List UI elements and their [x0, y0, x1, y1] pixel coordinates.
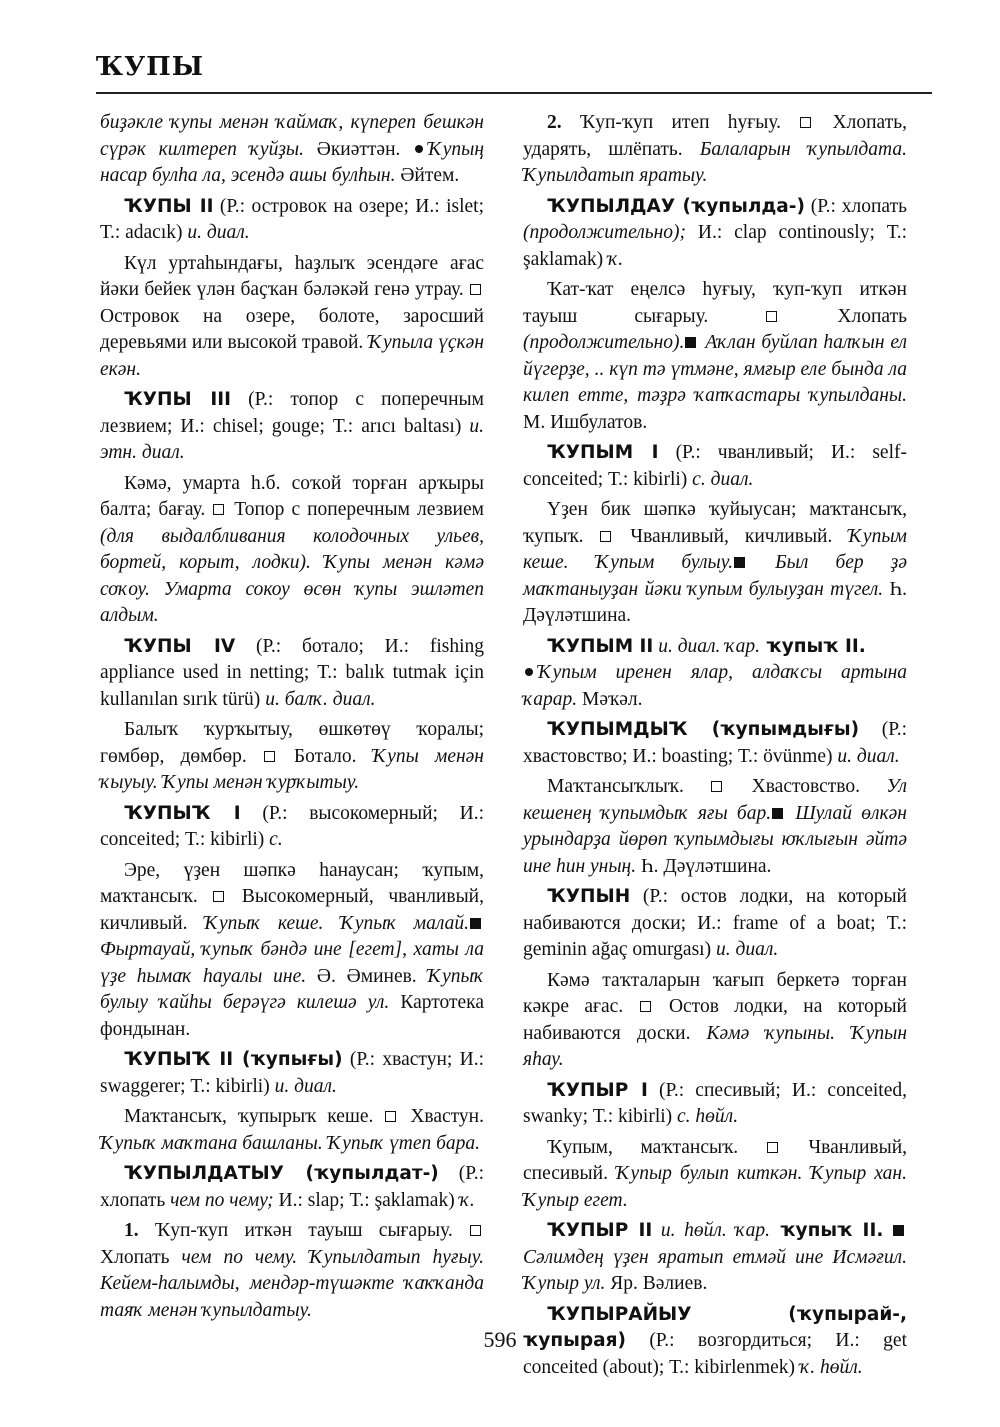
translation-box-icon — [264, 751, 275, 762]
definition: Кәмә, умарта һ.б. соҡой торған арҡыры балта; бағау. Топор с поперечным лезвием (для выдалбливания колодочных ульев, бортей, корыт, лодки). Ҡупы менән кәмә соҡоу. Умарта сокоу өсөн ҡупы эшләтеп алдым. — [100, 472, 484, 626]
entry-kupyldatyu: ҠУПЫЛДАТЫУ (ҡупылдат-) (Р.: хлопать чем по чему; И.: slap; Т.: şaklamak) ҡ. — [100, 1163, 484, 1211]
headword: ҠУПЫР I — [547, 1079, 648, 1101]
definition: Үҙен бик шәпкә ҡуйыусан; маҡтансыҡ, ҡупыҡ. Чванливый, кичливый. Ҡупым кеше. Ҡупым булыу. Был бер ҙә маҡтаныуҙан йәки ҡупым булыуҙан түгел. Һ. Дәүләтшина. — [523, 499, 908, 626]
entry-kupy-2: ҠУПЫ II (Р.: островок на озере; И.: islet; Т.: adacık) и. диал. — [100, 195, 485, 243]
headword: ҠУПЫ IV — [124, 635, 236, 657]
citation-square-icon — [893, 1225, 904, 1236]
proverb-bullet-icon — [415, 145, 423, 153]
entry-kupyk-2: ҠУПЫҠ II (ҡупығы) (Р.: хвастун; И.: swaggerer; Т.: kibirli) и. диал. — [100, 1049, 485, 1097]
entry-kupym-1: ҠУПЫМ I (Р.: чванливый; И.: self-conceited; Т.: kibirli) с. диал. — [523, 442, 907, 490]
headword: ҠУПЫ III — [124, 389, 231, 410]
entry-continuation: биҙәкле ҡупы менән ҡаймаҡ, күпереп бешкән сүрәк килтереп ҡуйҙы. Әкиәттән. Ҡупың насар булһа ла, эсендә ашы булһын. Әйтем. — [100, 112, 485, 186]
headword: ҠУПЫМДЫҠ — [547, 719, 688, 740]
entry-kupymdyk: ҠУПЫМДЫҠ (ҡупымдығы) (Р.: хвастовство; И.: boasting; Т.: övünme) и. диал. — [523, 719, 907, 767]
definition: Маҡтансыҡлыҡ. Хвастовство. Ул кешенең ҡупымдыҡ яғы бар. Шулай өлкән урындарҙа йөрөп ҡупымдығы юҡлығын әйтә ине һин уның. Һ. Дәүләтшина. — [523, 776, 907, 877]
citation-square-icon — [734, 557, 745, 568]
page-number: 596 — [483, 1327, 517, 1352]
entry-kupy-4: ҠУПЫ IV (Р.: ботало; И.: fishing appliance used in netting; Т.: balık tutmak için kullanılan sırık türü) и. балҡ. диал. — [100, 635, 484, 710]
entry-kupyr-1: ҠУПЫР I (Р.: спесивый; И.: conceited, swanky; Т.: kibirli) с. һөйл. — [523, 1079, 908, 1127]
headword: ҠУПЫН — [547, 886, 631, 907]
definition: Маҡтансыҡ, ҡупырыҡ кеше. Хвастун. Ҡупыҡ маҡтана башланы. Ҡупыҡ үтеп бара. — [100, 1106, 484, 1154]
translation-box-icon — [470, 1225, 481, 1236]
header-rule — [96, 92, 932, 94]
translation-box-icon — [213, 891, 224, 902]
headword: ҠУПЫМ II — [547, 635, 654, 657]
definition: Эре, үҙен шәпкә һанаусан; ҡупым, маҡтансыҡ. Высокомерный, чванливый, кичливый. Ҡупыҡ кеше. Ҡупыҡ малай. Фыртауай, ҡупыҡ бәндә ине [егет], хаты ла үҙе һымаҡ һауалы ине. Ә. Әминев. Ҡупыҡ булыу ҡайһы берәүгә килешә ул. Картотека фондынан. — [100, 859, 484, 1040]
translation-box-icon — [766, 311, 777, 322]
definition: Балыҡ ҡурҡытыу, өшкөтөү ҡоралы; гөмбөр, дөмбөр. Ботало. Ҡупы менән ҡыуыу. Ҡупы менән ҡурҡытыу. — [100, 719, 484, 793]
citation-square-icon — [685, 337, 696, 348]
definition: 2. Ҡуп-ҡуп итеп һуғыу. Хлопать, ударять, шлёпать. Балаларын ҡупылдата. Ҡупылдатып яратыу. — [523, 112, 907, 186]
headword: ҠУПЫР II — [547, 1220, 653, 1241]
entry-kupy-3: ҠУПЫ III (Р.: топор с поперечным лезвием; И.: chisel; gouge; Т.: arıcı baltası) и. этн. диал. — [100, 389, 484, 463]
headword: ҠУПЫМ I — [547, 442, 659, 463]
definition: Ҡупым, маҡтансыҡ. Чванливый, спесивый. Ҡупыр булып киткән. Ҡупыр хан. Ҡупыр егет. — [523, 1136, 907, 1211]
headword: ҠУПЫҠ I — [124, 802, 241, 824]
entry-kupyn: ҠУПЫН (Р.: остов лодки, на который набиваются доски; И.: frame of a boat; Т.: geminin ağaç omurgası) и. диал. — [523, 886, 907, 960]
entry-kupyldau: ҠУПЫЛДАУ (ҡупылда-) (Р.: хлопать (продолжительно); И.: clap continously; Т.: şaklamak) ҡ. — [523, 195, 907, 270]
definition: Кәмә таҡталарын ҡағып беркетә торған кәкре ағас. Остов лодки, на который набиваются доски. Кәмә ҡупыны. Ҡупын яһау. — [523, 969, 907, 1070]
definition: Ҡат-ҡат еңелсә һуғыу, ҡуп-ҡуп иткән тауыш сығарыу. Хлопать (продолжительно). Аҡлан буйлап һалҡын ел йүгерҙе, .. күп тә үтмәне, ямғыр еле бында ла килеп етте, тәҙрә ҡапҡастары ҡупылданы. М. Ишбулатов. — [523, 279, 907, 433]
translation-box-icon — [640, 1001, 651, 1012]
translation-box-icon — [213, 504, 224, 515]
right-column — [523, 110, 907, 1385]
entry-kupyraiyu: ҠУПЫРАЙЫУ (ҡупырай-, ҡупырая) (Р.: возгордиться; И.: get conceited (about); Т.: kibirlenmek) ҡ. һөйл. — [523, 1303, 907, 1378]
citation-square-icon — [470, 918, 481, 929]
headword: ҠУПЫЛДАУ — [547, 195, 676, 217]
translation-box-icon — [800, 117, 811, 128]
headword: ҠУПЫЛДАТЫУ — [124, 1163, 284, 1184]
proverb-bullet-icon — [525, 668, 533, 676]
translation-box-icon — [711, 781, 722, 792]
headword: ҠУПЫҠ II — [124, 1049, 234, 1070]
translation-box-icon — [600, 531, 611, 542]
translation-box-icon — [470, 284, 481, 295]
headword: ҠУПЫ II — [124, 195, 214, 217]
definition: 1. Ҡуп-ҡуп иткән тауыш сығарыу. Хлопать чем по чему. Ҡупылдатып һуғыу. Кейем-һалымды, мендәр-түшәкте ҡаҡҡанда таяҡ менән ҡупылдатыу. — [100, 1220, 484, 1321]
entry-kupyr-2: ҠУПЫР II и. һөйл. ҡар. ҡупыҡ II. Сәлимдең үҙен яратып етмәй ине Исмәғил. Ҡупыр ул. Яр. Вәлиев. — [523, 1220, 907, 1294]
translation-box-icon — [767, 1142, 778, 1153]
entry-kupym-2: ҠУПЫМ II и. диал. ҡар. ҡупыҡ II. Ҡупым иренен ялар, алдаҡсы артына ҡарар. Мәҡәл. — [523, 635, 907, 710]
definition: Күл уртаһындағы, һаҙлыҡ эсендәге ағас йәки бейек үлән баҫҡан бәләкәй генә утрау. Островок на озере, болоте, заросший деревьями или высокой травой. Ҡупыла үҫкән екән. — [100, 252, 484, 380]
citation-square-icon — [772, 808, 783, 819]
entry-kupyk-1: ҠУПЫҠ I (Р.: высокомерный; И.: conceited; Т.: kibirli) с. — [100, 802, 484, 850]
left-column — [100, 110, 484, 1328]
translation-box-icon — [385, 1111, 396, 1122]
headword: ҠУПЫРАЙЫУ — [547, 1303, 692, 1325]
running-head: ҠУПЫ — [96, 52, 204, 82]
